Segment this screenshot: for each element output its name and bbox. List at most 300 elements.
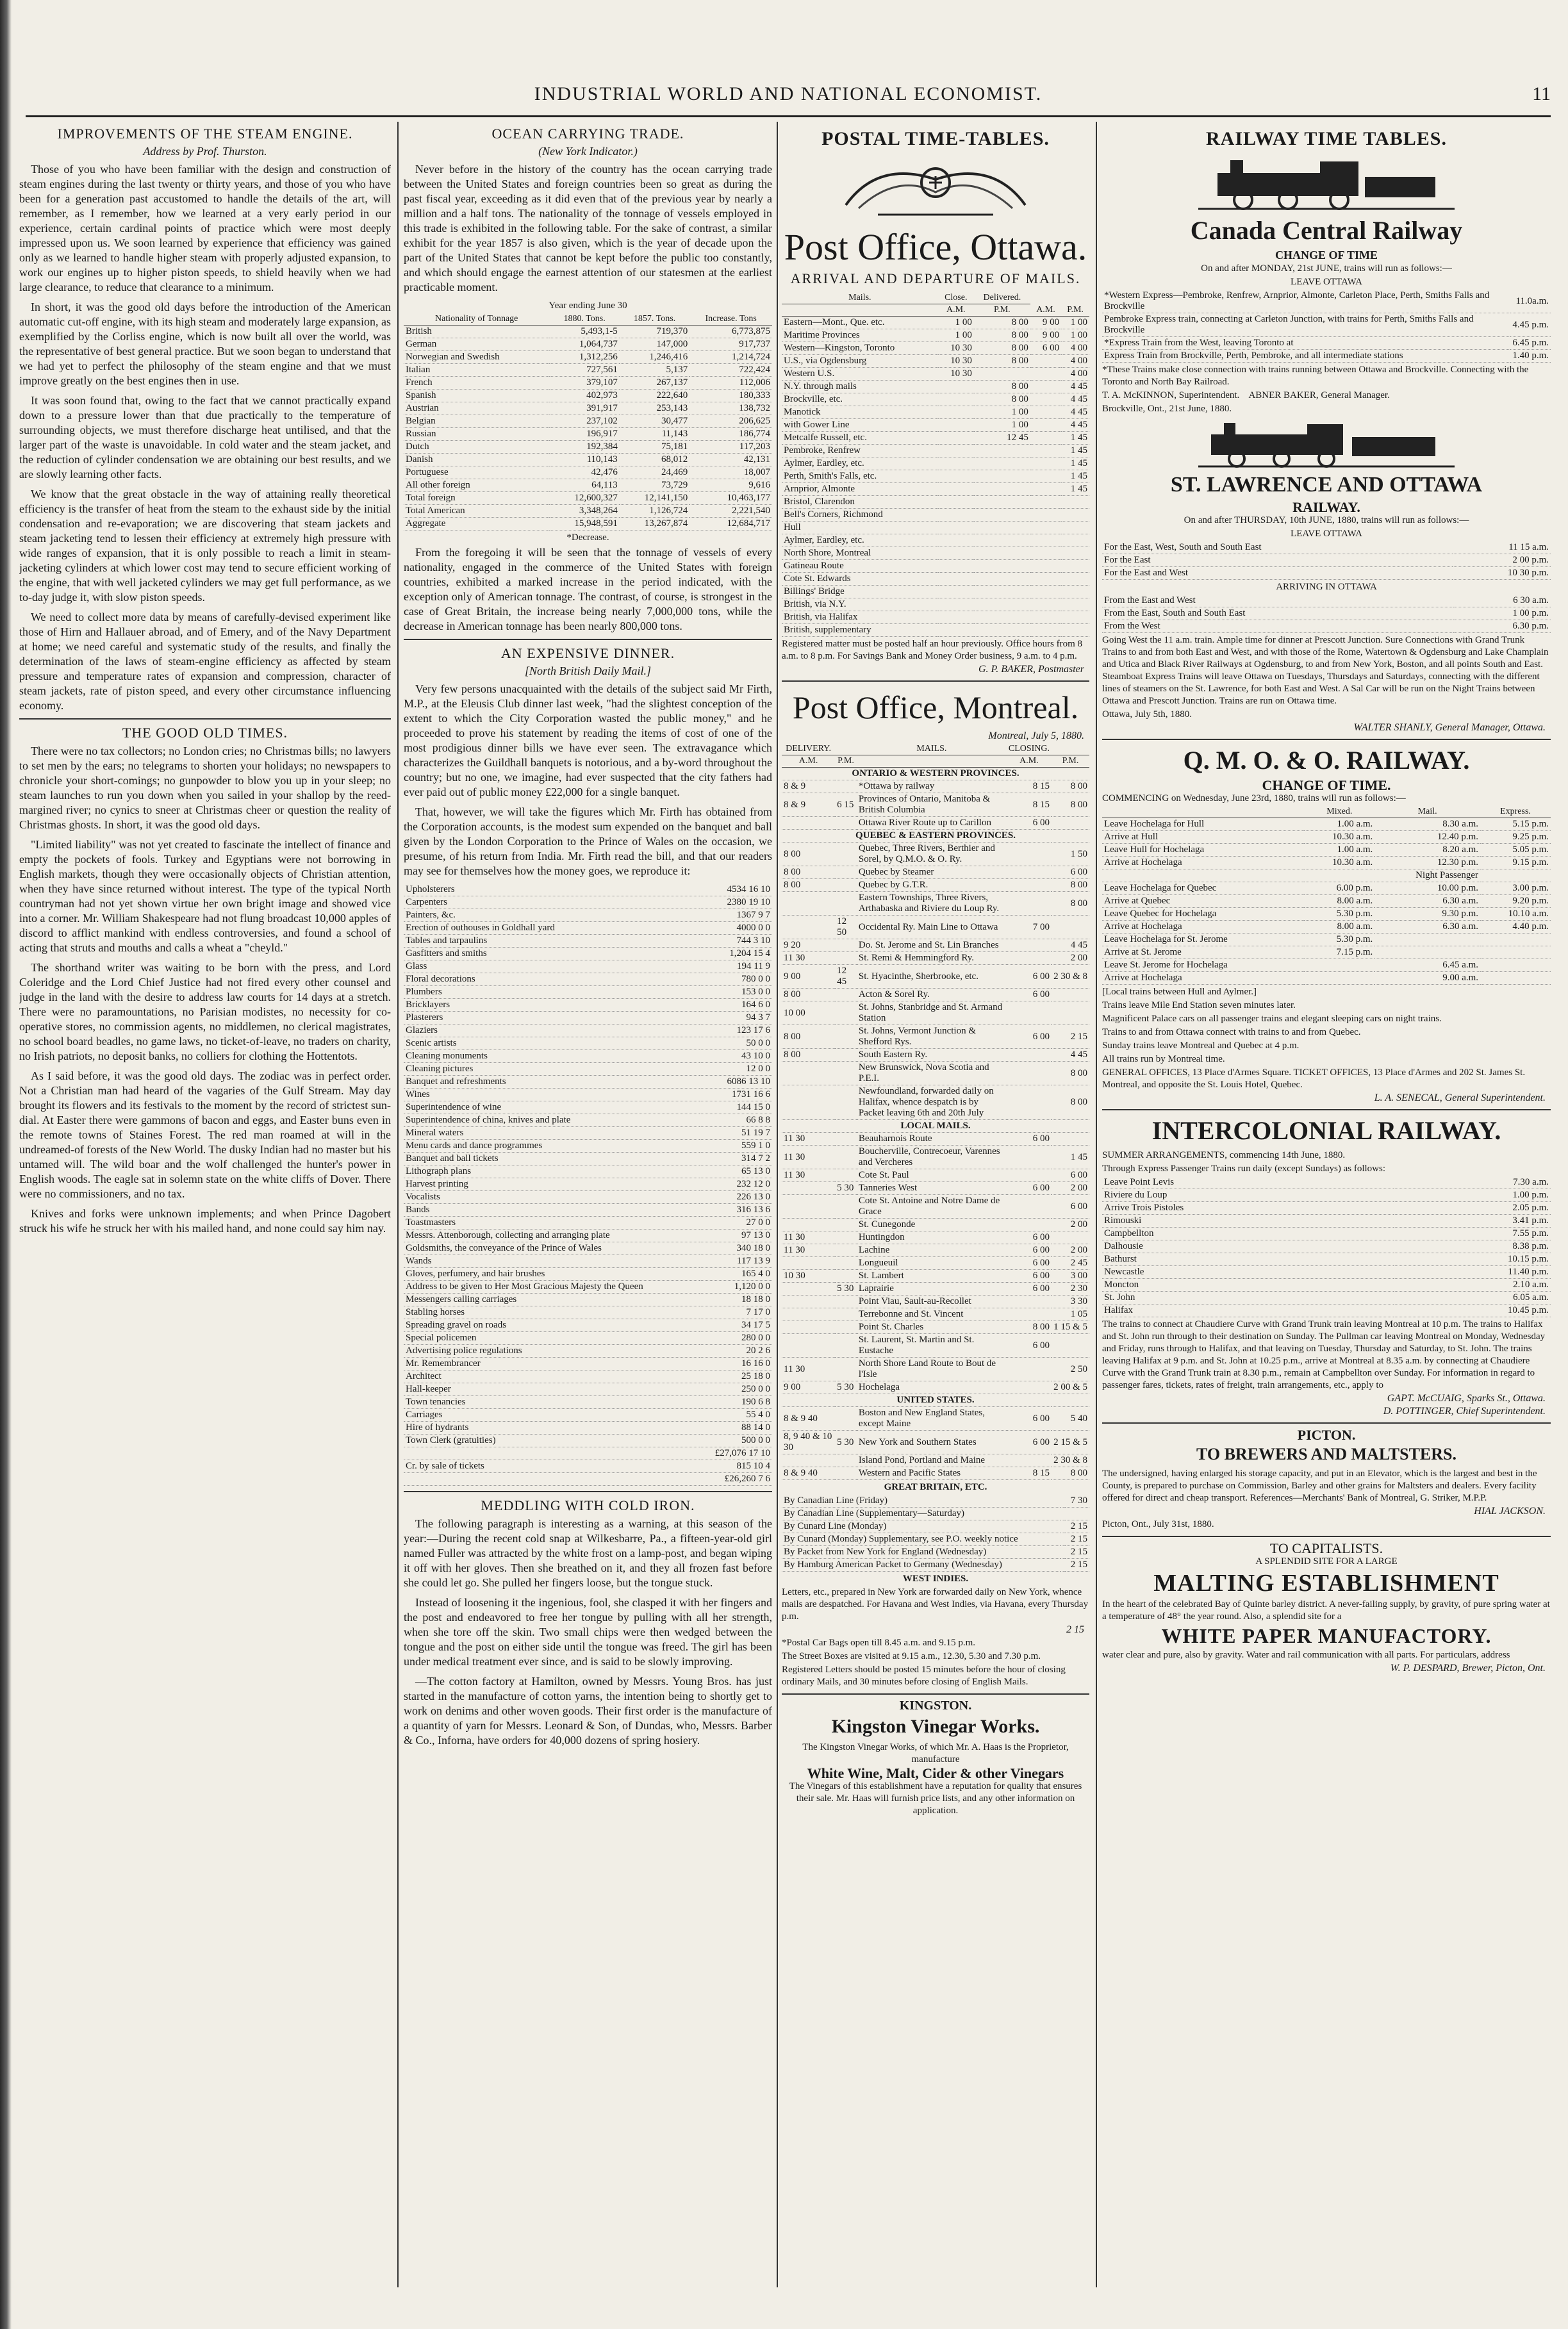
table-row	[782, 598, 1089, 611]
table-cell: 4 45	[1052, 939, 1089, 952]
table-row	[782, 419, 1089, 432]
table-cell: 8, 9 40 & 10 30	[782, 1431, 835, 1454]
table-cell: Manotick	[782, 406, 938, 419]
table-cell: 10.30 a.m.	[1304, 831, 1374, 844]
table-cell: Campbellton	[1102, 1228, 1394, 1240]
table-cell	[404, 1473, 700, 1486]
table-row	[1102, 350, 1551, 363]
table-row	[782, 496, 1089, 509]
table-cell	[1052, 1231, 1089, 1244]
table-row	[1102, 908, 1551, 921]
table-cell: Longueuil	[857, 1257, 1007, 1270]
divider	[782, 1693, 1089, 1695]
table-cell: 6.05 a.m.	[1394, 1292, 1551, 1304]
table-cell: 1 00	[1061, 329, 1089, 342]
table-cell: 6 00	[1007, 1244, 1052, 1257]
note-line: [Local trains between Hull and Aylmer.]	[1102, 987, 1257, 997]
table-cell	[938, 432, 974, 445]
table-cell: 2 00	[1052, 952, 1089, 965]
table-cell: By Cunard Line (Monday)	[782, 1520, 1060, 1533]
header-rule	[26, 115, 1551, 117]
table-cell	[1052, 817, 1089, 830]
table-row	[782, 1001, 1089, 1025]
table-cell: 8 00	[1052, 1467, 1089, 1480]
table-row	[404, 1345, 772, 1358]
intercolonial-title: INTERCOLONIAL RAILWAY.	[1151, 1116, 1501, 1145]
table-header-cell	[835, 743, 857, 755]
table-row	[404, 960, 772, 973]
table-cell: Boston and New England States, except Maine	[857, 1407, 1007, 1431]
table-cell	[1304, 959, 1374, 972]
table-cell: Leave Hochelaga for Quebec	[1102, 882, 1304, 895]
table-cell	[835, 1308, 857, 1321]
table-cell: Town tenancies	[404, 1396, 700, 1409]
table-cell: 1.40 p.m.	[1510, 350, 1551, 363]
capitalists-line: A SPLENDID SITE FOR A LARGE	[1255, 1556, 1398, 1567]
table-cell: Erection of outhouses in Goldhall yard	[404, 922, 700, 935]
montreal-dateline: Montreal, July 5, 1880.	[988, 730, 1084, 741]
table-row	[1102, 806, 1551, 818]
table-cell: 2 00	[1052, 1244, 1089, 1257]
table-cell: 7 00	[1007, 916, 1052, 939]
table-row	[1102, 1304, 1551, 1317]
table-cell: Arrive at Hochelaga	[1102, 972, 1304, 985]
ottawa-note: Registered matter must be posted half an hour previously. Office hours from 8 a.m. to 8 p.m. For Savings Bank and Money Order business, 9 a.m. to 4 p.m.	[782, 639, 1083, 661]
article-paragraph: Those of you who have been familiar with the design and construction of steam engines during the last twenty or thirty years, and those of you who have been for a generation past accustomed to handle the details of the art, will remember, as I remember, how we learned at a very early period in our experience, certain cardinal points of practice which were most deeply impressed upon us. We soon learned by experience that efficiency was gained only as we learned to handle higher steam with properly adjusted expansion, to work our engines up to higher piston speeds, to shield heavily when we had large clearance, to reduce that clearance to a minimum.	[19, 163, 391, 293]
page-header	[26, 83, 1551, 109]
table-row	[782, 1296, 1089, 1308]
table-cell: Hall-keeper	[404, 1383, 700, 1396]
table-cell: Cote St. Antoine and Notre Dame de Grace	[857, 1195, 1007, 1219]
table-row	[404, 1089, 772, 1101]
table-cell	[1052, 1334, 1089, 1358]
table-cell: 1 45	[1052, 1146, 1089, 1169]
post-office-ottawa-title: Post Office, Ottawa.	[784, 226, 1087, 268]
table-cell: By Cunard (Monday) Supplementary, see P.O. weekly notice	[782, 1533, 1060, 1546]
table-row	[782, 1231, 1089, 1244]
table-cell: Moncton	[1102, 1279, 1394, 1292]
table-cell	[938, 547, 974, 560]
brewers-dateline: Picton, Ont., July 31st, 1880.	[1102, 1519, 1214, 1529]
table-cell: Painters, &c.	[404, 909, 700, 922]
table-row	[782, 952, 1089, 965]
table-cell: 164 6 0	[700, 999, 772, 1012]
table-cell: 1,246,416	[620, 351, 689, 364]
table-cell: 5 30	[835, 1431, 857, 1454]
table-cell: 5 40	[1052, 1407, 1089, 1431]
table-cell: 2 00 p.m.	[1453, 554, 1551, 567]
table-cell: 4 45	[1061, 393, 1089, 406]
table-cell: Island Pond, Portland and Maine	[857, 1454, 1007, 1467]
table-header-cell: P.M.	[835, 755, 857, 768]
table-cell: 34 17 5	[700, 1319, 772, 1332]
table-cell: Quebec by G.T.R.	[857, 879, 1007, 892]
table-cell: 4.45 p.m.	[1510, 313, 1551, 337]
table-cell	[782, 1308, 835, 1321]
table-cell	[835, 1270, 857, 1283]
table-cell	[835, 1257, 857, 1270]
table-row	[1102, 869, 1551, 882]
table-row	[782, 1407, 1089, 1431]
table-cell: 2,221,540	[689, 505, 772, 518]
table-cell: Glass	[404, 960, 700, 973]
table-cell: 559 1 0	[700, 1140, 772, 1153]
table-cell: Dalhousie	[1102, 1240, 1394, 1253]
table-cell: Carpenters	[404, 896, 700, 909]
intercolonial-sub: Through Express Passenger Trains run daily (except Sundays) as follows:	[1102, 1164, 1386, 1174]
table-cell	[1030, 624, 1061, 637]
table-header-cell: P.M.	[1061, 304, 1089, 317]
table-cell: Harvest printing	[404, 1178, 700, 1191]
table-row	[404, 1076, 772, 1089]
table-cell: 6 00	[1007, 817, 1052, 830]
table-row	[782, 843, 1089, 866]
table-cell: 6 00	[1007, 989, 1052, 1001]
table-row	[782, 470, 1089, 483]
table-cell	[835, 1454, 857, 1467]
table-cell	[974, 586, 1030, 598]
table-cell	[1007, 1219, 1052, 1231]
table-cell: 11 15 a.m.	[1453, 541, 1551, 554]
table-cell: 316 13 6	[700, 1204, 772, 1217]
table-cell	[782, 1321, 835, 1334]
table-cell: By Hamburg American Packet to Germany (Wednesday)	[782, 1559, 1060, 1572]
table-cell: Brockville, etc.	[782, 393, 938, 406]
table-cell	[1061, 573, 1089, 586]
table-row	[404, 351, 772, 364]
table-cell: Vocalists	[404, 1191, 700, 1204]
table-cell: 10 30	[938, 368, 974, 381]
table-cell	[1030, 355, 1061, 368]
table-cell: Wands	[404, 1255, 700, 1268]
table-cell: Arrive at St. Jerome	[1102, 946, 1304, 959]
canada-central-dateline: Brockville, Ont., 21st June, 1880.	[1102, 404, 1232, 414]
table-cell: Cleaning pictures	[404, 1063, 700, 1076]
table-cell: 18 18 0	[700, 1294, 772, 1306]
table-row	[404, 441, 772, 454]
table-row	[404, 1178, 772, 1191]
kingston-town: KINGSTON.	[899, 1699, 972, 1713]
table-cell: Gasfitters and smiths	[404, 948, 700, 960]
table-cell: Special policemen	[404, 1332, 700, 1345]
table-cell: 722,424	[689, 364, 772, 377]
table-cell: 237,102	[549, 415, 619, 428]
table-row	[1102, 607, 1551, 620]
table-row	[782, 916, 1089, 939]
section-title: RAILWAY TIME TABLES.	[1206, 128, 1447, 149]
table-cell: 10 30	[938, 342, 974, 355]
table-cell: 10.15 p.m.	[1394, 1253, 1551, 1266]
table-cell: Tanneries West	[857, 1182, 1007, 1195]
table-cell: Leave St. Jerome for Hochelaga	[1102, 959, 1304, 972]
table-cell: 144 15 0	[700, 1101, 772, 1114]
table-cell: 2 00 & 5	[1052, 1381, 1089, 1394]
table-header-cell: P.M.	[1052, 755, 1089, 768]
table-cell	[1007, 866, 1052, 879]
table-row	[404, 1370, 772, 1383]
table-cell: Leave Hull for Hochelaga	[1102, 844, 1304, 857]
table-cell: Superintendence of china, knives and plate	[404, 1114, 700, 1127]
table-cell	[835, 780, 857, 793]
table-row	[404, 1025, 772, 1037]
table-cell: 1,214,724	[689, 351, 772, 364]
article-paragraph: Knives and forks were unknown implements; and when Prince Dagobert struck his wife he struck her with his mailed hand, and none could say him nay.	[19, 1207, 391, 1235]
table-cell: with Gower Line	[782, 419, 938, 432]
table-row	[782, 393, 1089, 406]
table-cell	[1060, 1546, 1065, 1559]
article-paragraph: —The cotton factory at Hamilton, owned by Messrs. Young Bros. has just started in the manufacture of cotton yarns, the intention being to shortly get to work on denims and other woven goods. Their first order is the manufacture of a quantity of yarn for Messrs. Leonard & Son, of Dundas, who, Messrs. Barber & Co., Inforna, have orders for 40,000 dozens of spring hosiery.	[404, 1675, 772, 1747]
table-row	[404, 1153, 772, 1165]
article-paragraph: In short, it was the good old days before the introduction of the American automatic cut-off engine, with its high steam and moderately large expansion, as exemplified by the Corliss engine, which is now built all over the world, was the representative of best general practice. But we soon began to understand that we had yet to perfect the philosophy of the steam engine and that we must improve greatly on the best engines then in use.	[19, 300, 391, 387]
table-cell: 500 0 0	[700, 1435, 772, 1447]
qmoo-notes	[1102, 986, 1551, 1066]
table-row	[404, 1447, 772, 1460]
table-cell: 9.15 p.m.	[1480, 857, 1551, 869]
table-header-cell: A.M.	[938, 304, 974, 317]
article-heading: AN EXPENSIVE DINNER.	[500, 645, 675, 661]
binding-edge	[0, 0, 12, 2329]
table-header-cell: Close.	[938, 292, 974, 304]
qmoo-signature: L. A. SENECAL, General Superintendent.	[1374, 1092, 1546, 1103]
article-heading: OCEAN CARRYING TRADE.	[491, 126, 684, 142]
table-row	[404, 1435, 772, 1447]
table-cell	[1030, 611, 1061, 624]
ottawa-subtitle: ARRIVAL AND DEPARTURE OF MAILS.	[790, 270, 1081, 286]
table-row	[404, 415, 772, 428]
table-cell	[835, 1025, 857, 1049]
table-row	[404, 466, 772, 479]
table-cell: 340 18 0	[700, 1242, 772, 1255]
table-cell: 8 00	[1052, 780, 1089, 793]
table-cell	[1480, 934, 1551, 946]
table-cell: 75,181	[620, 441, 689, 454]
column-divider	[397, 122, 399, 2287]
table-row	[404, 505, 772, 518]
table-cell: 190 6 8	[700, 1396, 772, 1409]
table-cell	[938, 586, 974, 598]
table-cell: 4534 16 10	[700, 884, 772, 896]
table-cell	[782, 916, 835, 939]
table-cell: 11 30	[782, 1358, 835, 1381]
table-row	[782, 879, 1089, 892]
table-cell	[1052, 1001, 1089, 1025]
table-cell: 7 17 0	[700, 1306, 772, 1319]
table-cell: Mr. Remembrancer	[404, 1358, 700, 1370]
table-row	[782, 1546, 1089, 1559]
table-cell: Cleaning monuments	[404, 1050, 700, 1063]
table-row	[404, 896, 772, 909]
table-cell: 9 00	[1030, 317, 1061, 329]
table-cell: 64,113	[549, 479, 619, 492]
table-cell: 4 00	[1061, 342, 1089, 355]
table-cell	[1030, 457, 1061, 470]
table-row	[404, 454, 772, 466]
leave-label: LEAVE OTTAWA	[1291, 529, 1362, 539]
table-row	[782, 355, 1089, 368]
table-cell	[1030, 470, 1061, 483]
table-cell: Newcastle	[1102, 1266, 1394, 1279]
st-lawrence-arrive-table	[1102, 595, 1551, 633]
table-cell	[782, 1334, 835, 1358]
table-cell: 6.45 p.m.	[1510, 337, 1551, 350]
table-cell: 196,917	[549, 428, 619, 441]
table-row	[782, 432, 1089, 445]
table-cell: 1 45	[1061, 445, 1089, 457]
table-cell: 8 00	[782, 1049, 835, 1062]
table-cell: 4000 0 0	[700, 922, 772, 935]
table-cell: *Express Train from the West, leaving Toronto at	[1102, 337, 1510, 350]
table-cell: 3 30	[1052, 1296, 1089, 1308]
table-cell: 6 00	[1052, 866, 1089, 879]
canada-central-note: *These Trains make close connection with trains running between Ottawa and Brockville. Connecting with the Toronto and North Bay Railroad.	[1102, 365, 1529, 387]
table-cell	[782, 1062, 835, 1085]
table-cell: 8 15	[1007, 793, 1052, 817]
table-cell: For the East, West, South and South East	[1102, 541, 1453, 554]
qmoo-offices: GENERAL OFFICES, 13 Place d'Armes Square. TICKET OFFICES, 13 Place d'Armes and 202 St. James St. Montreal, and opposite the St. Louis Hotel, Quebec.	[1102, 1067, 1526, 1090]
table-cell: St. Remi & Hemmingford Ry.	[857, 952, 1007, 965]
table-cell	[1007, 892, 1052, 916]
table-cell: 192,384	[549, 441, 619, 454]
table-cell	[974, 611, 1030, 624]
table-cell: 1.00 p.m.	[1394, 1189, 1551, 1202]
table-cell	[1304, 869, 1374, 882]
table-cell	[782, 1257, 835, 1270]
table-group-row	[782, 830, 1089, 843]
table-row	[404, 1358, 772, 1370]
table-row	[1102, 895, 1551, 908]
table-cell	[835, 1049, 857, 1062]
table-row	[404, 973, 772, 986]
table-cell: 97 13 0	[700, 1230, 772, 1242]
table-cell: 402,973	[549, 390, 619, 402]
table-cell: Night Passenger	[1374, 869, 1480, 882]
table-cell: 2 00	[1052, 1182, 1089, 1195]
table-row	[782, 1454, 1089, 1467]
capitalists-title: TO CAPITALISTS.	[1269, 1540, 1383, 1556]
table-cell: 6 00	[1052, 1169, 1089, 1182]
table-cell	[938, 483, 974, 496]
divider	[1102, 739, 1551, 740]
table-cell: 30,477	[620, 415, 689, 428]
table-cell	[1030, 534, 1061, 547]
table-cell: QUEBEC & EASTERN PROVINCES.	[782, 830, 1089, 843]
article-byline: [North British Daily Mail.]	[524, 664, 651, 677]
table-cell	[835, 1334, 857, 1358]
table-row	[782, 939, 1089, 952]
table-row	[782, 329, 1089, 342]
table-row	[782, 1219, 1089, 1231]
table-row	[404, 1230, 772, 1242]
intercolonial-text: The trains to connect at Chaudiere Curve with Grand Trunk train leaving Montreal at 10 p.m. The trains to Halifax and St. John run through to their destination on Sunday. The Pullman car leaving Montreal on Monday, Wednesday and Friday, runs through to Halifax, and that leaving on Tuesday, Thursday and Saturday, to St. John. The trains leaving Halifax at 9 p.m. and St. John at 10.25 p.m., arrive at Montreal at 8.35 a.m. by connecting at Chaudiere Curve with the Grand Trunk train at 8.30 p.m., remain at Campbellton over Sunday. For information in regard to passenger fares, tickets, rates of freight, train arrangements, etc., apply to	[1102, 1319, 1546, 1390]
table-cell: 6 00	[1007, 1025, 1052, 1049]
table-cell	[1061, 547, 1089, 560]
table-cell: 1 50	[1052, 843, 1089, 866]
table-row	[1102, 818, 1551, 831]
table-cell	[1480, 946, 1551, 959]
table-cell: Terrebonne and St. Vincent	[857, 1308, 1007, 1321]
table-cell: Cote St. Edwards	[782, 573, 938, 586]
table-cell: 6 00	[1007, 1231, 1052, 1244]
table-cell: St. John	[1102, 1292, 1394, 1304]
table-cell: Aylmer, Eardley, etc.	[782, 457, 938, 470]
table-row	[1102, 831, 1551, 844]
arrive-label: ARRIVING IN OTTAWA	[1276, 582, 1377, 592]
table-row	[1102, 541, 1551, 554]
table-cell: 15,948,591	[549, 518, 619, 531]
table-cell	[782, 892, 835, 916]
table-cell: 5.30 p.m.	[1304, 934, 1374, 946]
table-cell	[1060, 1520, 1065, 1533]
table-row	[782, 866, 1089, 879]
table-cell: 10,463,177	[689, 492, 772, 505]
table-group-row	[782, 1120, 1089, 1133]
table-row	[1102, 1215, 1551, 1228]
table-cell: St. Laurent, St. Martin and St. Eustache	[857, 1334, 1007, 1358]
table-cell: By Packet from New York for England (Wednesday)	[782, 1546, 1060, 1559]
table-row	[782, 1283, 1089, 1296]
table-cell	[835, 817, 857, 830]
article-paragraph: "Limited liability" was not yet created to fascinate the intellect of finance and empty the pockets of fools. Turkey and Egyptians were not borrowing in English markets, though they were occasionally objects of Christian attention, when they have since returned without interest. The type of the typical North countryman had not yet shown virtue her own bright image and showed vice into a corner. Mr. William Shakespeare had not flung broadcast 10,000 apples of discord to afflict mankind with endless controversies, and found a school of acting that struts and mouths and calls a wheat a "cheyld."	[19, 838, 391, 954]
table-cell: Arrive at Hochelaga	[1102, 857, 1304, 869]
table-cell: 4 45	[1061, 381, 1089, 393]
superintendent-signature: T. A. McKINNON, Superintendent.	[1102, 390, 1240, 400]
column-divider	[1096, 122, 1097, 2287]
table-cell: British, via Halifax	[782, 611, 938, 624]
table-cell: 2 15	[1065, 1546, 1089, 1559]
table-cell	[1061, 496, 1089, 509]
table-cell	[1007, 939, 1052, 952]
st-lawrence-title2: RAILWAY.	[1292, 499, 1360, 515]
article-body	[404, 1517, 772, 1748]
st-lawrence-title: ST. LAWRENCE AND OTTAWA	[1170, 473, 1483, 497]
table-cell: Superintendence of wine	[404, 1101, 700, 1114]
table-cell	[1030, 432, 1061, 445]
great-britain-table	[782, 1495, 1089, 1572]
table-cell: Occidental Ry. Main Line to Ottawa	[857, 916, 1007, 939]
table-cell: 6.45 a.m.	[1374, 959, 1480, 972]
table-cell: 4.40 p.m.	[1480, 921, 1551, 934]
table-row	[404, 1396, 772, 1409]
table-cell: Gatineau Route	[782, 560, 938, 573]
table-cell	[938, 560, 974, 573]
table-cell: 1 00	[974, 406, 1030, 419]
table-cell	[835, 1467, 857, 1480]
table-row	[404, 1294, 772, 1306]
table-row	[404, 1473, 772, 1486]
brewers-text: The undersigned, having enlarged his storage capacity, and put in an Elevator, which is the largest and best in the County, is prepared to purchase on Commission, Barley and other grains for Maltsters and dealers. Every facility offered for direct and cheap transport. References—Merchants' Bank of Montreal, G. Striker, M.P.P.	[1102, 1469, 1537, 1503]
table-cell: 2 15	[1065, 1533, 1089, 1546]
table-cell: Spreading gravel on roads	[404, 1319, 700, 1332]
table-cell	[1061, 611, 1089, 624]
west-indies-text: Letters, etc., prepared in New York are forwarded daily on New York, whence mails are despatched. For Havana and West Indies, via Havana, every Thursday p.m.	[782, 1587, 1089, 1622]
table-row	[404, 338, 772, 351]
table-row	[404, 492, 772, 505]
table-cell: *Ottawa by railway	[857, 780, 1007, 793]
table-row	[1102, 1202, 1551, 1215]
table-cell: 12,600,327	[549, 492, 619, 505]
table-cell: Architect	[404, 1370, 700, 1383]
table-cell: 267,137	[620, 377, 689, 390]
table-row	[782, 743, 1089, 755]
table-cell	[938, 445, 974, 457]
table-cell: 4 00	[1061, 368, 1089, 381]
divider	[404, 639, 772, 640]
table-header-cell	[782, 304, 938, 317]
table-cell: Toastmasters	[404, 1217, 700, 1230]
table-row	[782, 1169, 1089, 1182]
table-cell: 6 00	[1007, 1431, 1052, 1454]
table-row	[1102, 882, 1551, 895]
